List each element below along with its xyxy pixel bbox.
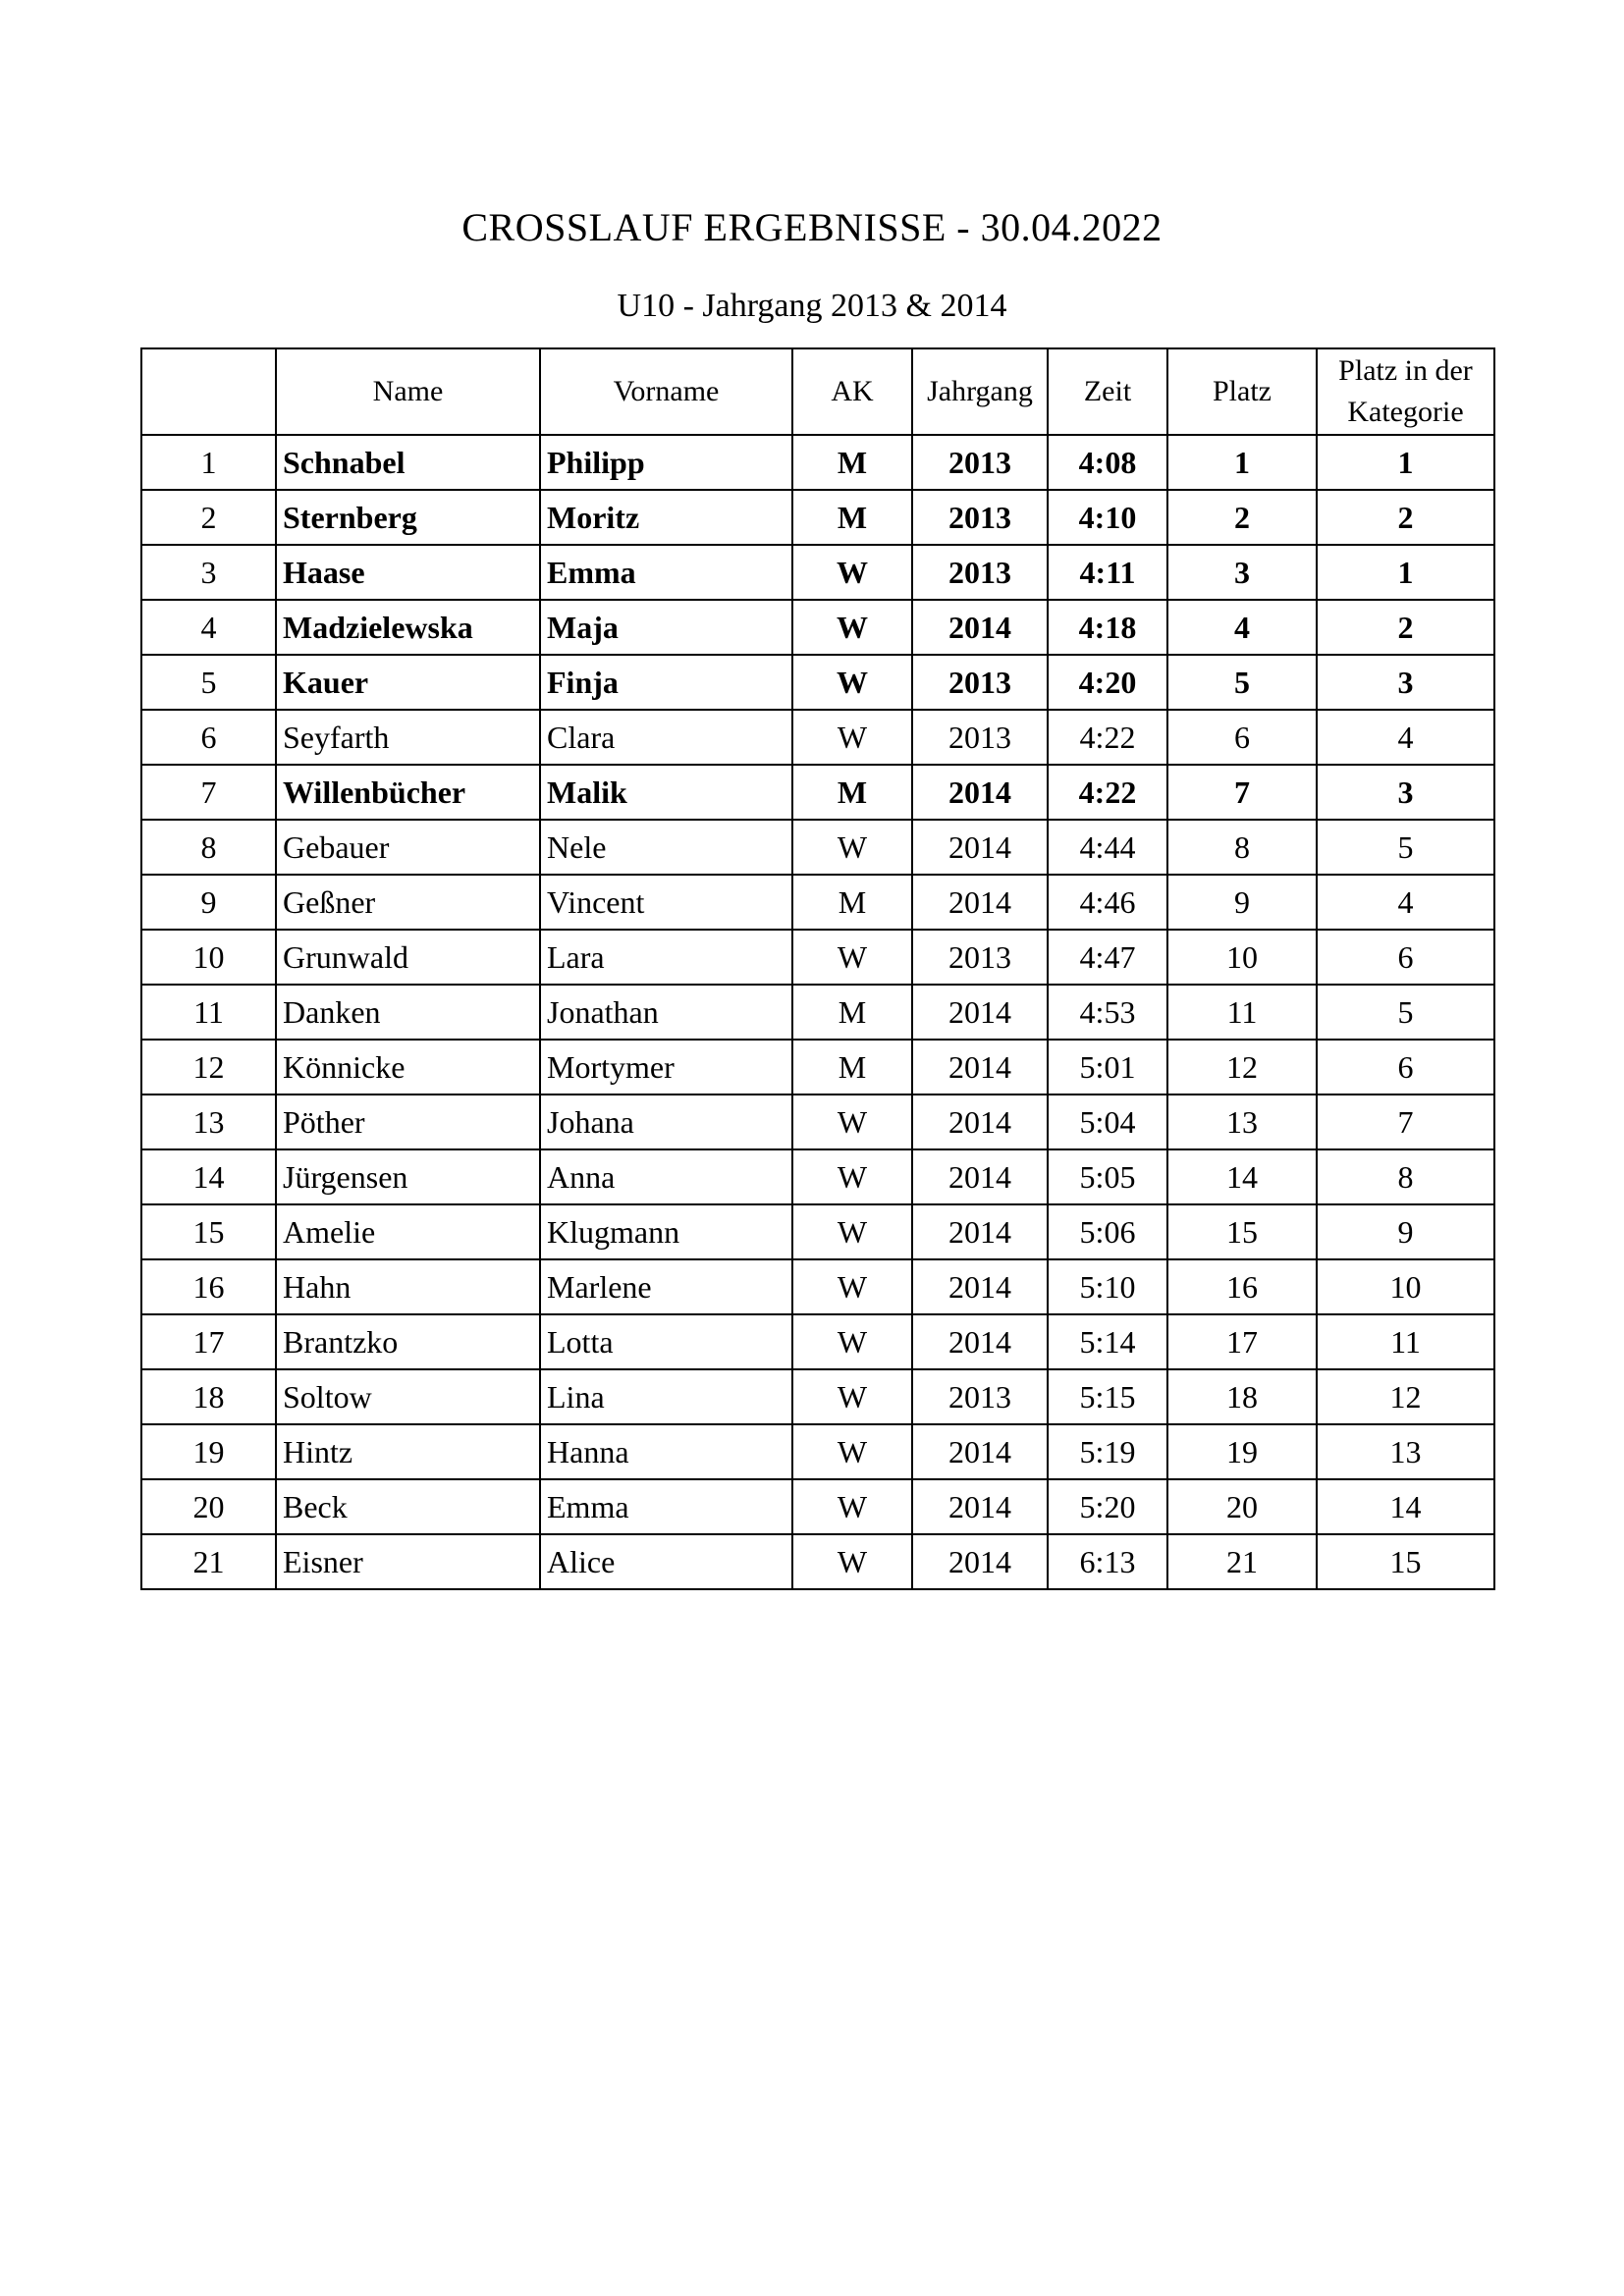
cell-ak: W (792, 1095, 912, 1149)
cell-vorname: Vincent (540, 875, 792, 930)
cell-jahrgang: 2013 (912, 655, 1048, 710)
cell-zeit: 5:06 (1048, 1204, 1167, 1259)
cell-nr: 13 (141, 1095, 276, 1149)
header-jahrgang: Jahrgang (912, 348, 1048, 435)
table-row (141, 1369, 1494, 1424)
cell-zeit: 5:10 (1048, 1259, 1167, 1314)
cell-name: Soltow (276, 1369, 540, 1424)
cell-kategorie: 6 (1317, 930, 1494, 985)
cell-jahrgang: 2013 (912, 435, 1048, 490)
cell-ak: W (792, 655, 912, 710)
cell-vorname: Lotta (540, 1314, 792, 1369)
page-subtitle: U10 - Jahrgang 2013 & 2014 (617, 288, 1007, 324)
cell-vorname: Johana (540, 1095, 792, 1149)
cell-zeit: 5:14 (1048, 1314, 1167, 1369)
cell-vorname: Mortymer (540, 1040, 792, 1095)
cell-nr: 8 (141, 820, 276, 875)
cell-platz: 21 (1167, 1534, 1317, 1589)
cell-zeit: 4:11 (1048, 545, 1167, 600)
page-title: CROSSLAUF ERGEBNISSE - 30.04.2022 (461, 205, 1163, 249)
cell-ak: M (792, 875, 912, 930)
cell-platz: 9 (1167, 875, 1317, 930)
cell-kategorie: 2 (1317, 490, 1494, 545)
header-vorname: Vorname (540, 348, 792, 435)
cell-nr: 17 (141, 1314, 276, 1369)
cell-vorname: Lina (540, 1369, 792, 1424)
table-row (141, 545, 1494, 600)
cell-ak: W (792, 1259, 912, 1314)
cell-zeit: 6:13 (1048, 1534, 1167, 1589)
cell-nr: 11 (141, 985, 276, 1040)
cell-ak: W (792, 710, 912, 765)
table-header (141, 348, 1494, 435)
cell-kategorie: 8 (1317, 1149, 1494, 1204)
cell-nr: 10 (141, 930, 276, 985)
cell-platz: 13 (1167, 1095, 1317, 1149)
cell-vorname: Hanna (540, 1424, 792, 1479)
cell-ak: W (792, 820, 912, 875)
cell-kategorie: 4 (1317, 875, 1494, 930)
cell-zeit: 5:19 (1048, 1424, 1167, 1479)
table-row (141, 435, 1494, 490)
cell-platz: 6 (1167, 710, 1317, 765)
cell-name: Amelie (276, 1204, 540, 1259)
results-table (140, 347, 1495, 1590)
cell-kategorie: 6 (1317, 1040, 1494, 1095)
table-row (141, 765, 1494, 820)
cell-kategorie: 5 (1317, 820, 1494, 875)
cell-name: Sternberg (276, 490, 540, 545)
table-row (141, 1095, 1494, 1149)
cell-ak: W (792, 1204, 912, 1259)
cell-name: Danken (276, 985, 540, 1040)
cell-ak: W (792, 1314, 912, 1369)
table-row (141, 985, 1494, 1040)
header-platz-kategorie: Platz in der Kategorie (1317, 348, 1494, 435)
cell-zeit: 5:01 (1048, 1040, 1167, 1095)
cell-jahrgang: 2014 (912, 875, 1048, 930)
cell-jahrgang: 2013 (912, 1369, 1048, 1424)
cell-platz: 15 (1167, 1204, 1317, 1259)
cell-jahrgang: 2014 (912, 985, 1048, 1040)
cell-ak: M (792, 1040, 912, 1095)
header-row (141, 348, 1494, 435)
cell-kategorie: 7 (1317, 1095, 1494, 1149)
cell-jahrgang: 2014 (912, 1479, 1048, 1534)
cell-zeit: 5:05 (1048, 1149, 1167, 1204)
table-row (141, 600, 1494, 655)
cell-zeit: 4:10 (1048, 490, 1167, 545)
header-ak: AK (792, 348, 912, 435)
cell-platz: 12 (1167, 1040, 1317, 1095)
cell-kategorie: 13 (1317, 1424, 1494, 1479)
cell-zeit: 4:22 (1048, 710, 1167, 765)
table-row (141, 1259, 1494, 1314)
cell-jahrgang: 2014 (912, 1534, 1048, 1589)
cell-jahrgang: 2013 (912, 930, 1048, 985)
table-row (141, 1534, 1494, 1589)
table-row (141, 1149, 1494, 1204)
table-body (141, 435, 1494, 1589)
cell-name: Schnabel (276, 435, 540, 490)
cell-kategorie: 3 (1317, 765, 1494, 820)
cell-jahrgang: 2013 (912, 490, 1048, 545)
table-row (141, 1479, 1494, 1534)
cell-vorname: Moritz (540, 490, 792, 545)
cell-name: Könnicke (276, 1040, 540, 1095)
cell-zeit: 4:22 (1048, 765, 1167, 820)
cell-zeit: 4:20 (1048, 655, 1167, 710)
header-zeit: Zeit (1048, 348, 1167, 435)
cell-name: Beck (276, 1479, 540, 1534)
table-row (141, 820, 1494, 875)
cell-nr: 18 (141, 1369, 276, 1424)
cell-ak: M (792, 490, 912, 545)
table-row (141, 875, 1494, 930)
cell-vorname: Marlene (540, 1259, 792, 1314)
table-row (141, 490, 1494, 545)
cell-nr: 5 (141, 655, 276, 710)
cell-kategorie: 4 (1317, 710, 1494, 765)
cell-zeit: 4:08 (1048, 435, 1167, 490)
cell-jahrgang: 2014 (912, 1204, 1048, 1259)
cell-vorname: Emma (540, 1479, 792, 1534)
cell-nr: 3 (141, 545, 276, 600)
cell-ak: W (792, 1369, 912, 1424)
cell-nr: 19 (141, 1424, 276, 1479)
cell-jahrgang: 2013 (912, 545, 1048, 600)
table-row (141, 655, 1494, 710)
cell-kategorie: 10 (1317, 1259, 1494, 1314)
cell-name: Pöther (276, 1095, 540, 1149)
cell-vorname: Finja (540, 655, 792, 710)
cell-name: Seyfarth (276, 710, 540, 765)
cell-name: Kauer (276, 655, 540, 710)
table-row (141, 1424, 1494, 1479)
cell-name: Eisner (276, 1534, 540, 1589)
cell-nr: 4 (141, 600, 276, 655)
cell-vorname: Jonathan (540, 985, 792, 1040)
cell-ak: W (792, 930, 912, 985)
cell-nr: 15 (141, 1204, 276, 1259)
cell-name: Hintz (276, 1424, 540, 1479)
cell-vorname: Philipp (540, 435, 792, 490)
cell-nr: 20 (141, 1479, 276, 1534)
cell-platz: 8 (1167, 820, 1317, 875)
cell-kategorie: 2 (1317, 600, 1494, 655)
cell-vorname: Lara (540, 930, 792, 985)
cell-jahrgang: 2014 (912, 1424, 1048, 1479)
cell-name: Brantzko (276, 1314, 540, 1369)
cell-vorname: Anna (540, 1149, 792, 1204)
cell-jahrgang: 2014 (912, 765, 1048, 820)
cell-ak: W (792, 1149, 912, 1204)
cell-nr: 9 (141, 875, 276, 930)
cell-kategorie: 1 (1317, 545, 1494, 600)
cell-platz: 14 (1167, 1149, 1317, 1204)
header-name: Name (276, 348, 540, 435)
cell-jahrgang: 2014 (912, 1149, 1048, 1204)
cell-kategorie: 9 (1317, 1204, 1494, 1259)
header-platz: Platz (1167, 348, 1317, 435)
cell-name: Hahn (276, 1259, 540, 1314)
cell-vorname: Klugmann (540, 1204, 792, 1259)
cell-kategorie: 1 (1317, 435, 1494, 490)
cell-ak: W (792, 545, 912, 600)
cell-jahrgang: 2014 (912, 1095, 1048, 1149)
cell-ak: M (792, 765, 912, 820)
cell-kategorie: 3 (1317, 655, 1494, 710)
cell-vorname: Emma (540, 545, 792, 600)
cell-jahrgang: 2014 (912, 820, 1048, 875)
cell-ak: W (792, 1534, 912, 1589)
cell-nr: 14 (141, 1149, 276, 1204)
cell-zeit: 5:20 (1048, 1479, 1167, 1534)
cell-jahrgang: 2013 (912, 710, 1048, 765)
cell-ak: W (792, 1424, 912, 1479)
cell-zeit: 4:46 (1048, 875, 1167, 930)
cell-nr: 21 (141, 1534, 276, 1589)
cell-platz: 1 (1167, 435, 1317, 490)
cell-platz: 4 (1167, 600, 1317, 655)
cell-kategorie: 14 (1317, 1479, 1494, 1534)
cell-name: Willenbücher (276, 765, 540, 820)
cell-vorname: Malik (540, 765, 792, 820)
cell-name: Gebauer (276, 820, 540, 875)
cell-kategorie: 12 (1317, 1369, 1494, 1424)
cell-platz: 2 (1167, 490, 1317, 545)
cell-platz: 7 (1167, 765, 1317, 820)
cell-kategorie: 15 (1317, 1534, 1494, 1589)
cell-nr: 12 (141, 1040, 276, 1095)
cell-vorname: Maja (540, 600, 792, 655)
cell-ak: W (792, 600, 912, 655)
table-row (141, 710, 1494, 765)
cell-ak: M (792, 985, 912, 1040)
cell-name: Madzielewska (276, 600, 540, 655)
cell-zeit: 4:18 (1048, 600, 1167, 655)
table-row (141, 1204, 1494, 1259)
header-nr (141, 348, 276, 435)
cell-platz: 18 (1167, 1369, 1317, 1424)
table-row (141, 1040, 1494, 1095)
cell-jahrgang: 2014 (912, 600, 1048, 655)
cell-zeit: 4:44 (1048, 820, 1167, 875)
cell-platz: 20 (1167, 1479, 1317, 1534)
cell-name: Geßner (276, 875, 540, 930)
cell-kategorie: 5 (1317, 985, 1494, 1040)
cell-jahrgang: 2014 (912, 1314, 1048, 1369)
cell-nr: 2 (141, 490, 276, 545)
table-row (141, 930, 1494, 985)
cell-platz: 10 (1167, 930, 1317, 985)
cell-platz: 11 (1167, 985, 1317, 1040)
cell-nr: 1 (141, 435, 276, 490)
cell-ak: M (792, 435, 912, 490)
cell-platz: 3 (1167, 545, 1317, 600)
cell-name: Haase (276, 545, 540, 600)
cell-zeit: 4:53 (1048, 985, 1167, 1040)
cell-zeit: 5:15 (1048, 1369, 1167, 1424)
cell-vorname: Nele (540, 820, 792, 875)
cell-platz: 16 (1167, 1259, 1317, 1314)
cell-platz: 17 (1167, 1314, 1317, 1369)
cell-jahrgang: 2014 (912, 1040, 1048, 1095)
cell-zeit: 5:04 (1048, 1095, 1167, 1149)
cell-nr: 16 (141, 1259, 276, 1314)
cell-kategorie: 11 (1317, 1314, 1494, 1369)
cell-name: Jürgensen (276, 1149, 540, 1204)
cell-jahrgang: 2014 (912, 1259, 1048, 1314)
cell-nr: 7 (141, 765, 276, 820)
cell-name: Grunwald (276, 930, 540, 985)
table-row (141, 1314, 1494, 1369)
cell-ak: W (792, 1479, 912, 1534)
cell-nr: 6 (141, 710, 276, 765)
cell-zeit: 4:47 (1048, 930, 1167, 985)
cell-vorname: Clara (540, 710, 792, 765)
cell-vorname: Alice (540, 1534, 792, 1589)
cell-platz: 5 (1167, 655, 1317, 710)
cell-platz: 19 (1167, 1424, 1317, 1479)
